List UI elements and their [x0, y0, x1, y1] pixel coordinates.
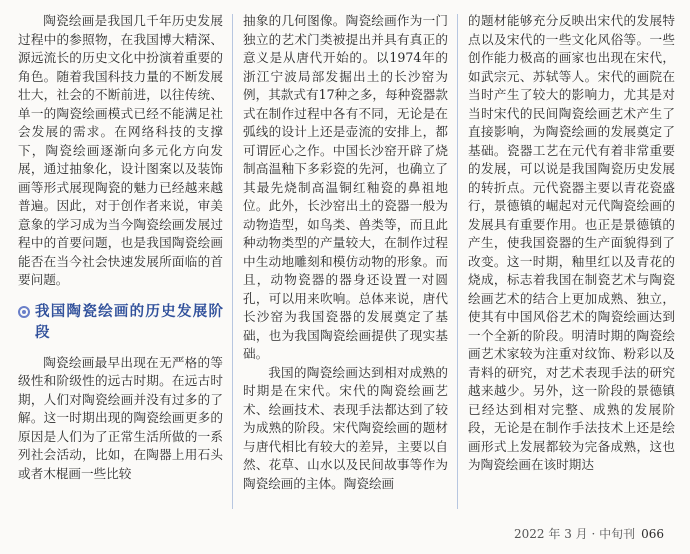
- paragraph: 的题材能够充分反映出宋代的发展特点以及宋代的一些文化风俗等。一些创作能力极高的画家也出现在宋代，如武宗元、苏轼等人。宋代的画院在当时产生了较大的影响力，尤其是对当时宋代的民间陶瓷绘画艺术产生了直接影响，为陶瓷绘画的发展奠定了基础。瓷器工艺在元代有着非常重要的发展，可以说是我国陶瓷历史发展的转折点。元代瓷器主要以青花瓷盛行，景德镇的崛起对元代陶瓷绘画的发展具有重要作用。也正是景德镇的产生，使我国瓷器的生产面貌得到了改变。这一时期，釉里红以及青花的烧成，标志着我国在制瓷艺术与陶瓷绘画艺术的结合上更加成熟、独立，使其有中国风俗艺术的陶瓷绘画达到一个全新的阶段。明清时期的陶瓷绘画艺术家较为注重对纹饰、粉彩以及青料的研究，对艺术表现手法的研究越来越少。另外，这一阶段的景德镇已经达到相对完整、成熟的发展阶段，无论是在制作手法技术上还是绘画形式上发展都较为完备成熟，这也为陶瓷绘画在该时期达: [468, 13, 675, 472]
- circle-bullet-icon: [18, 306, 30, 318]
- column-2: [243, 12, 448, 493]
- page-number: 066: [641, 527, 664, 541]
- section-heading: [18, 302, 223, 344]
- paragraph: 陶瓷绘画最早出现在无严格的等级性和阶级性的远古时期。在远古时期，人们对陶瓷绘画并没有过多的了解。这一时期出现的陶瓷绘画更多的原因是人们为了正常生活所做的一系列社会活动，比如，在陶器上用石头或者木棍画一些比较: [18, 354, 223, 481]
- column-1: [18, 12, 223, 483]
- column-divider-2: [457, 14, 458, 509]
- paragraph: 我国的陶瓷绘画达到相对成熟的时期是在宋代。宋代的陶瓷绘画艺术、绘画技术、表现手法都达到了较为成熟的阶段。宋代陶瓷绘画的题材与唐代相比有较大的差异，主要以自然、花草、山水以及民间故事等作为陶瓷绘画的主体。陶瓷绘画: [243, 364, 448, 491]
- column-divider-1: [232, 14, 233, 509]
- column-3: [468, 12, 675, 475]
- paragraph: 抽象的几何图像。陶瓷绘画作为一门独立的艺术门类被提出并具有真正的意义是从唐代开始的。以1974年的浙江宁波局部发掘出土的长沙窑为例，其款式有17种之多，每种瓷器款式在制作过程中各有不同，无论是在弧线的设计上还是壶流的安排上，都可谓匠心之作。中国长沙窑开辟了烧制高温釉下多彩瓷的先河，也确立了其最先烧制高温铜红釉瓷的鼻祖地位。此外，长沙窑出土的瓷器一般为动物造型，如鸟类、兽类等，而且此种动物类型的产量较大，在制作过程中生动地雕刻和模仿动物的形象。而且，动物瓷器的器身还设置一对圆孔，可以用来吹响。总体来说，唐代长沙窑为我国瓷器的发展奠定了基础，也为我国陶瓷绘画提供了现实基础。: [243, 13, 448, 361]
- section-heading-text: 我国陶瓷绘画的历史发展阶段: [35, 303, 223, 341]
- page-footer: [514, 525, 664, 542]
- paragraph: 陶瓷绘画是我国几千年历史发展过程中的参照物，在我国博大精深、源远流长的历史文化中扮演着重要的角色。随着我国科技力量的不断发展壮大，社会的不断前进，以往传统、单一的陶瓷绘画模式已经不能满足社会发展的需求。在网络科技的支撑下，陶瓷绘画逐渐向多元化方向发展，通过抽象化，设计图案以及装饰画等形式展现陶瓷的魅力已经越来越普遍。因此，对于创作者来说，审美意象的学习成为当今陶瓷绘画发展过程中的首要问题，也是我国陶瓷绘画能否在当今社会快速发展所面临的首要问题。: [18, 13, 223, 287]
- journal-issue: 2022 年 3 月 · 中旬刊: [514, 527, 636, 541]
